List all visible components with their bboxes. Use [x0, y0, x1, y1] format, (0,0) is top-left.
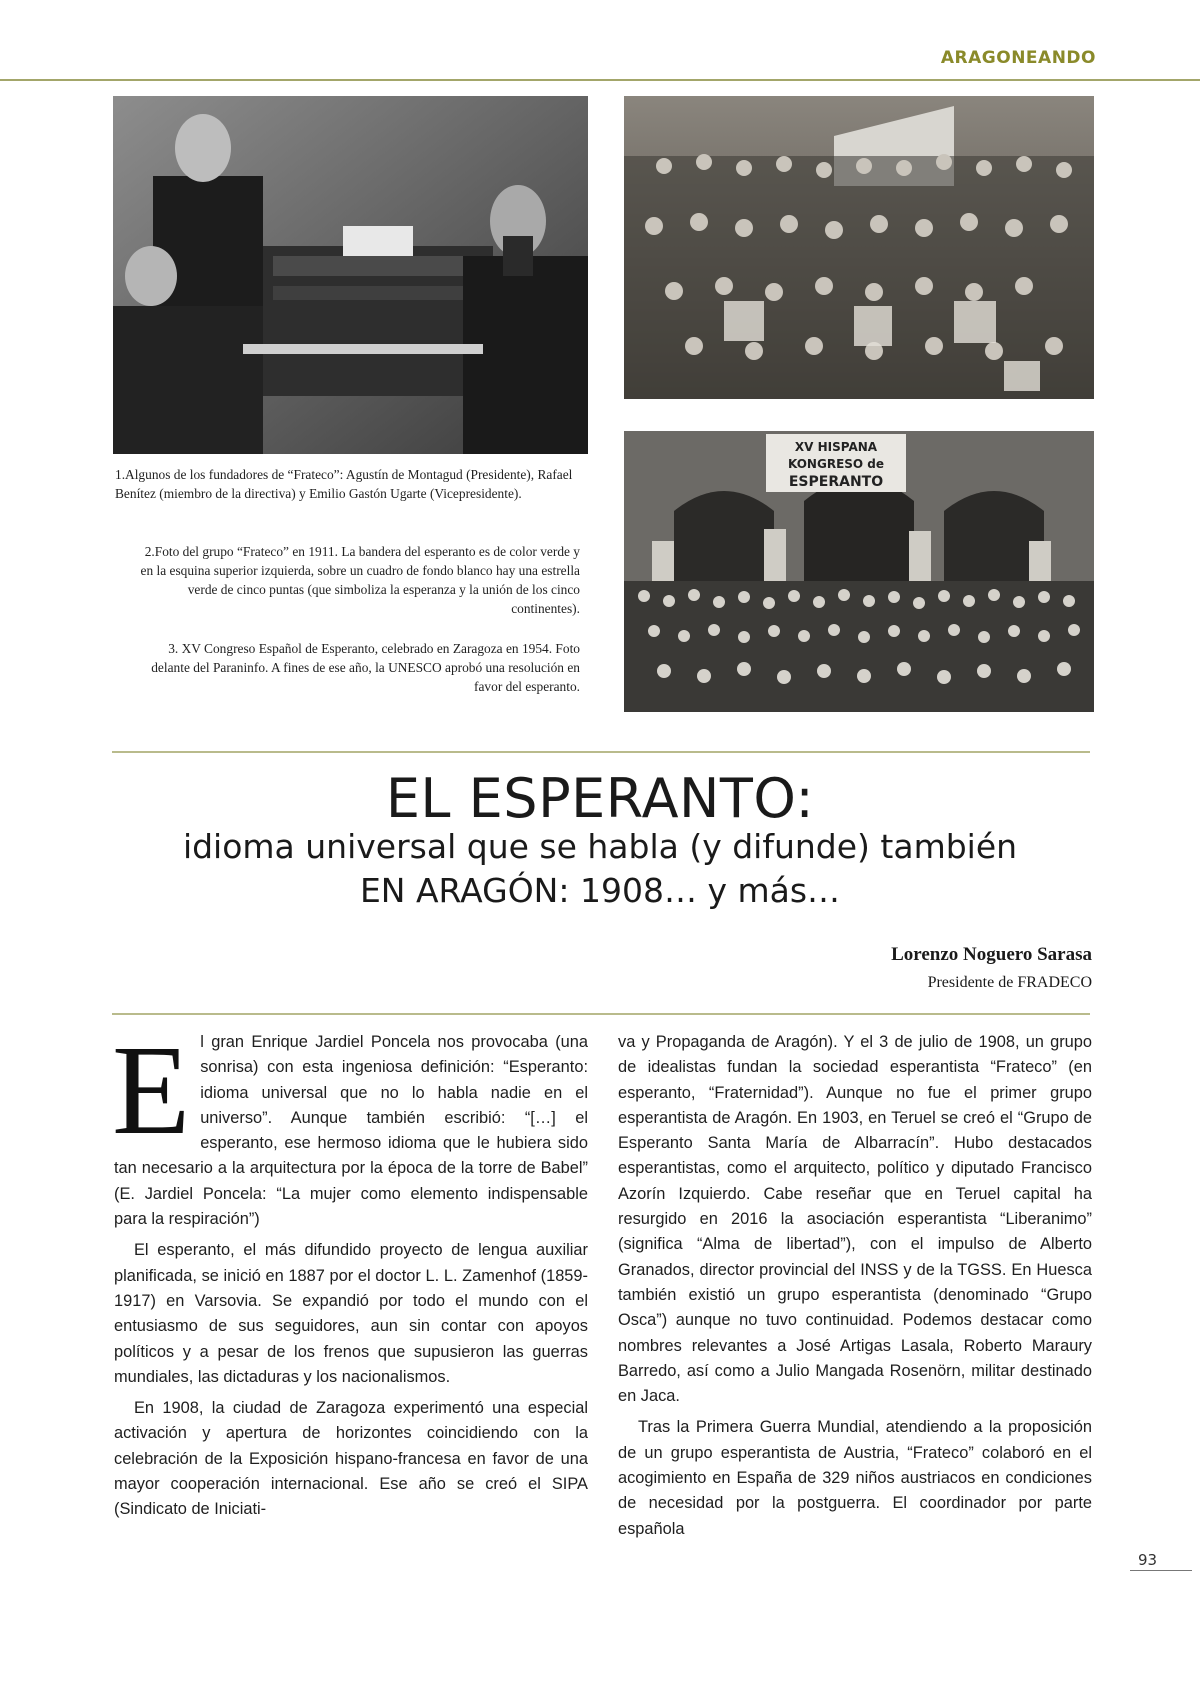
article-title: EL ESPERANTO: [385, 767, 815, 830]
article-subtitle-line1: idioma universal que se habla (y difunde) también [182, 827, 1018, 866]
section-label: ARAGONEANDO [940, 48, 1096, 68]
paragraph: Tras la Primera Guerra Mundial, atendiendo a la proposición de un grupo esperantista de Austria, “Frateco” colaboró en el acogimiento en España de 329 niños austriacos en condiciones de necesidad por la postguerra. El coordinador por parte española [618, 1418, 1092, 1538]
banner-line1: XV HISPANA [794, 440, 878, 454]
photo-founders [113, 96, 588, 454]
paragraph: El esperanto, el más difundido proyecto de lengua auxiliar planificada, se inició en 1887 por el doctor L. L. Zamenhof (1859-1917) en Varsovia. Se expandió por todo el mundo con el entusiasmo de sus seguidores, aun sin contar con apoyos políticos y a pesar de los frenos que supusieron las guerras mundiales, las dictaduras y los nacionalismos. [114, 1241, 588, 1386]
caption-photo-3: 3. XV Congreso Español de Esperanto, celebrado en Zaragoza en 1954. Foto delante del Paraninfo. A fines de ese año, la UNESCO aprobó una resolución en favor del esperanto. [151, 641, 580, 694]
author-name: Lorenzo Noguero Sarasa [891, 944, 1092, 965]
page-number: 93 [1138, 1551, 1158, 1569]
author-role: Presidente de FRADECO [927, 974, 1092, 991]
caption-photo-2: 2.Foto del grupo “Frateco” en 1911. La bandera del esperanto es de color verde y en la esquina superior izquierda, sobre un cuadro de fondo blanco hay una estrella verde de cinco puntas (que simboliza la esperanza y la unión de los cinco continentes). [140, 544, 580, 616]
banner-line3: ESPERANTO [788, 474, 884, 490]
byline-divider [112, 1013, 1090, 1015]
photo-group-1911 [624, 96, 1094, 399]
photo-congress-1954 [624, 431, 1094, 712]
paragraph [112, 1019, 588, 1232]
paragraph: En 1908, la ciudad de Zaragoza experimentó una especial activación y apertura de horizontes coincidiendo con la celebración de la Exposición hispano-francesa en favor de una mayor cooperación internacional. Ese año se creó el SIPA (Sindicato de Iniciati- [114, 1399, 588, 1519]
header-divider [0, 79, 1200, 81]
paragraph-text: l gran Enrique Jardiel Poncela nos provocaba (una sonrisa) con esta ingeniosa definición: “Esperanto: idioma universal que no lo habla nadie en el universo”. Aunque también escribió: “[…] el esperanto, ese hermoso idioma que le hubiera sido tan necesario a la arquitectura por la época de la torre de Babel” (E. Jardiel Poncela: “La mujer como elemento indispensable para la respiración”) [114, 1033, 588, 1229]
article-column-left [112, 1019, 588, 1529]
caption-photo-1: 1.Algunos de los fundadores de “Frateco”: Agustín de Montagud (Presidente), Rafael Benítez (miembro de la directiva) y Emilio Gastón Ugarte (Vicepresidente). [115, 467, 573, 501]
drop-cap: E [112, 1019, 191, 1161]
banner-line2: KONGRESO de [787, 457, 885, 471]
photo-group-1911-icon [624, 96, 1094, 399]
paragraph: va y Propaganda de Aragón). Y el 3 de julio de 1908, un grupo de idealistas fundan la sociedad esperantista “Frateco” (en esperanto, “Fraternidad”). Aunque no fue el primer grupo esperantista de Aragón. En 1903, en Teruel se creó el “Grupo de Esperanto Santa María de Albarracín”. Hubo destacados esperantistas, como el arquitecto, político y diputado Francisco Azorín Izquierdo. Cabe reseñar que en Teruel capital ha resurgido en 2016 la asociación esperantista “Liberanimo” (significa “Alma de libertad”), con el impulso de Alberto Granados, director provincial del INSS y de la TGSS. En Huesca también existió un grupo esperantista (denominado “Grupo Osca”) aunque no tuvo continuidad. Podemos destacar como nombres relevantes a José Artigas Lasala, Roberto Maraury Barredo, así como a Julio Mangada Rosenörn, militar destinado en Jaca. [618, 1033, 1092, 1406]
article-subtitle-line2: EN ARAGÓN: 1908… y más… [359, 871, 841, 910]
article-column-right [618, 1030, 1092, 1548]
title-top-divider [112, 751, 1090, 753]
page-number-rule [1130, 1570, 1192, 1571]
photo-founders-icon [113, 96, 588, 454]
photo-congress-1954-icon [624, 431, 1094, 712]
